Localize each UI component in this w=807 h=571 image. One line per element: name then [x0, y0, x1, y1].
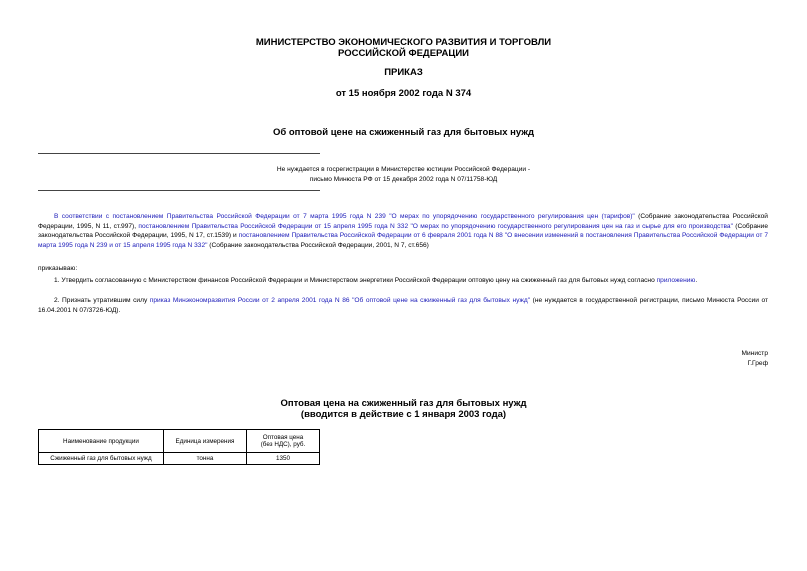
preamble-paragraph [38, 212, 768, 250]
preamble-text-2: (Собрание законодательства Российской Федерации, 1995, N 17, ст.1539) и [38, 222, 768, 240]
preamble-link-decree-332[interactable]: постановлением Правительства Российской Федерации от 15 апреля 1995 года N 332 "О мерах по упорядочению государственного регулирования цен на газ и сырье для его производства" [138, 222, 733, 230]
order-item-1-text: 1. Утвердить согласованную с Министерством финансов Российской Федерации и Министерством энергетики Российской Федерации оптовую цену на сжиженный газ для бытовых нужд согласно [54, 277, 657, 284]
order-item-2 [38, 296, 768, 315]
divider-bottom [38, 190, 320, 191]
document-date: от 15 ноября 2002 года N 374 [335, 88, 472, 99]
preamble-link-decree-239[interactable]: В соответствии с постановлением Правительства Российской Федерации от 7 марта 1995 года N 239 "О мерах по упорядочению государственного регулирования цен (тарифов)" [54, 213, 635, 220]
order-item-2-text-a: 2. Признать утратившим силу [54, 297, 150, 304]
document-subject: Об оптовой цене на сжиженный газ для бытовых нужд [272, 127, 535, 138]
registration-note-line2: письмо Минюста РФ от 15 декабря 2002 года N 07/11758-ЮД [309, 175, 498, 183]
appendix-title-line1: Оптовая цена на сжиженный газ для бытовых нужд [280, 398, 527, 409]
registration-note [0, 165, 807, 184]
cell-unit: тонна [164, 453, 247, 465]
order-item-2-text-b: (не нуждается в государственной регистрации, письмо Минюста России от 16.04.2001 N 07/3726-ЮД). [38, 297, 768, 314]
appendix-link[interactable]: приложению [656, 277, 696, 284]
preamble-text-1: (Собрание законодательства Российской Федерации, 1995, N 11, ст.997), [38, 213, 768, 230]
signature-name: Г.Греф [747, 359, 768, 367]
header-price-line1: Оптовая цена [262, 434, 304, 441]
preamble-link-decree-88[interactable]: постановлением Правительства Российской Федерации от 6 февраля 2001 года N 88 "О внесении изменений в постановления Правительства Российской Федерации от 7 марта 1995 года N 239 и от 15 апреля 1995 года N 332" [38, 232, 768, 249]
header-unit: Единица измерения [164, 430, 247, 453]
document-header [0, 37, 807, 59]
ministry-name-line1: МИНИСТЕРСТВО ЭКОНОМИЧЕСКОГО РАЗВИТИЯ И ТОРГОВЛИ [255, 37, 552, 48]
signature-block [742, 349, 769, 368]
price-table-header-row [39, 430, 320, 453]
header-price-line2: (без НДС), руб. [260, 441, 306, 448]
signature-position: Министр [741, 350, 768, 357]
divider-top [38, 153, 320, 154]
registration-note-line1: Не нуждается в госрегистрации в Министерстве юстиции Российской Федерации - [276, 166, 531, 173]
cell-product: Сжиженный газ для бытовых нужд [39, 453, 164, 465]
price-table [38, 429, 320, 465]
appendix-title-line2: (вводится в действие с 1 января 2003 года) [300, 409, 507, 420]
document-type: ПРИКАЗ [384, 67, 423, 78]
order-word: приказываю: [38, 265, 78, 272]
header-wholesale-price [247, 430, 320, 453]
preamble-text-3: (Собрание законодательства Российской Федерации, 2001, N 7, ст.656) [207, 241, 429, 249]
header-product-name: Наименование продукции [39, 430, 164, 453]
cell-price: 1350 [247, 453, 320, 465]
ministry-name-line2: РОССИЙСКОЙ ФЕДЕРАЦИИ [337, 48, 469, 59]
appendix-title [0, 398, 807, 420]
order-item-1-end: . [695, 277, 698, 284]
order-86-link[interactable]: приказ Минэкономразвития России от 2 апреля 2001 года N 86 "Об оптовой цене на сжиженный газ для бытовых нужд" [149, 297, 531, 304]
order-item-1 [38, 276, 768, 286]
table-row [39, 453, 320, 465]
